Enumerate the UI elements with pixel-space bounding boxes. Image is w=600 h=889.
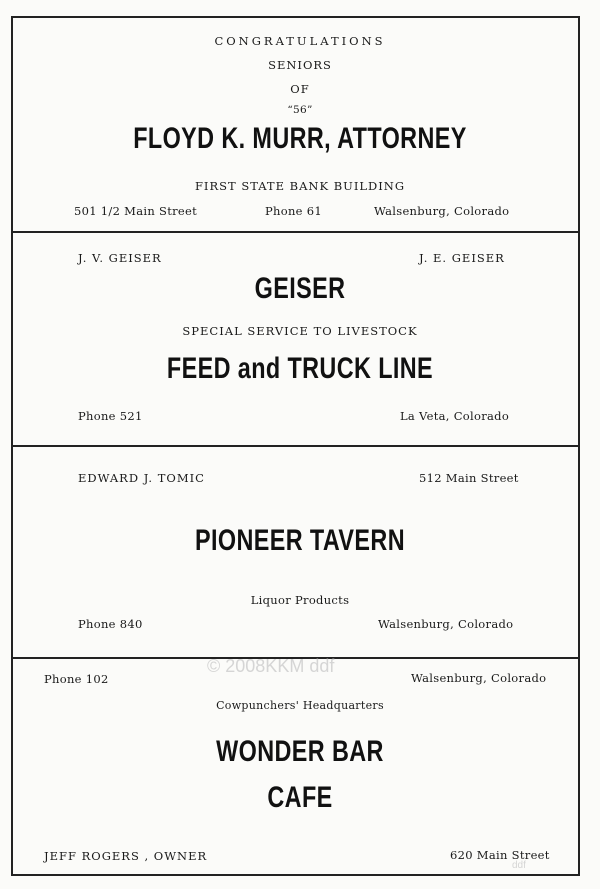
street-address: 501 1/2 Main Street: [74, 204, 198, 218]
phone-number: Phone 521: [78, 409, 143, 423]
copyright-watermark: © 2008KKM ddf: [207, 656, 335, 676]
street-address: 620 Main Street: [450, 848, 550, 862]
city-text: Walsenburg, Colorado: [378, 617, 514, 631]
corner-watermark: ddf: [512, 860, 526, 871]
phone-number: Phone 61: [265, 204, 322, 218]
city-text: Walsenburg, Colorado: [411, 671, 547, 685]
ad-divider: [11, 445, 580, 447]
street-address: 512 Main Street: [419, 471, 519, 485]
tagline-text: Cowpunchers' Headquarters: [216, 699, 384, 712]
cafe-name: CAFE: [267, 781, 333, 814]
owner-right: J. E. GEISER: [419, 251, 505, 265]
phone-number: Phone 102: [44, 672, 109, 686]
seniors-text: SENIORS: [268, 58, 332, 72]
geiser-name: GEISER: [254, 272, 346, 305]
wonder-bar-name: WONDER BAR: [216, 735, 384, 768]
attorney-name: FLOYD K. MURR, ATTORNEY: [133, 122, 467, 155]
owner-name: EDWARD J. TOMIC: [78, 471, 205, 485]
ad-divider: [11, 231, 580, 233]
owner-name: JEFF ROGERS , OWNER: [44, 849, 208, 863]
products-text: Liquor Products: [250, 593, 350, 607]
building-text: FIRST STATE BANK BUILDING: [194, 179, 406, 193]
phone-number: Phone 840: [78, 617, 143, 631]
feed-truck-line: FEED and TRUCK LINE: [166, 352, 434, 385]
pioneer-tavern-name: PIONEER TAVERN: [194, 524, 406, 557]
congratulations-text: CONGRATULATIONS: [214, 34, 386, 48]
owner-left: J. V. GEISER: [78, 251, 162, 265]
livestock-tagline: SPECIAL SERVICE TO LIVESTOCK: [182, 324, 418, 338]
city-text: La Veta, Colorado: [400, 409, 510, 423]
class-year: “56”: [287, 104, 313, 116]
city-text: Walsenburg, Colorado: [374, 204, 510, 218]
of-text: OF: [290, 82, 310, 96]
